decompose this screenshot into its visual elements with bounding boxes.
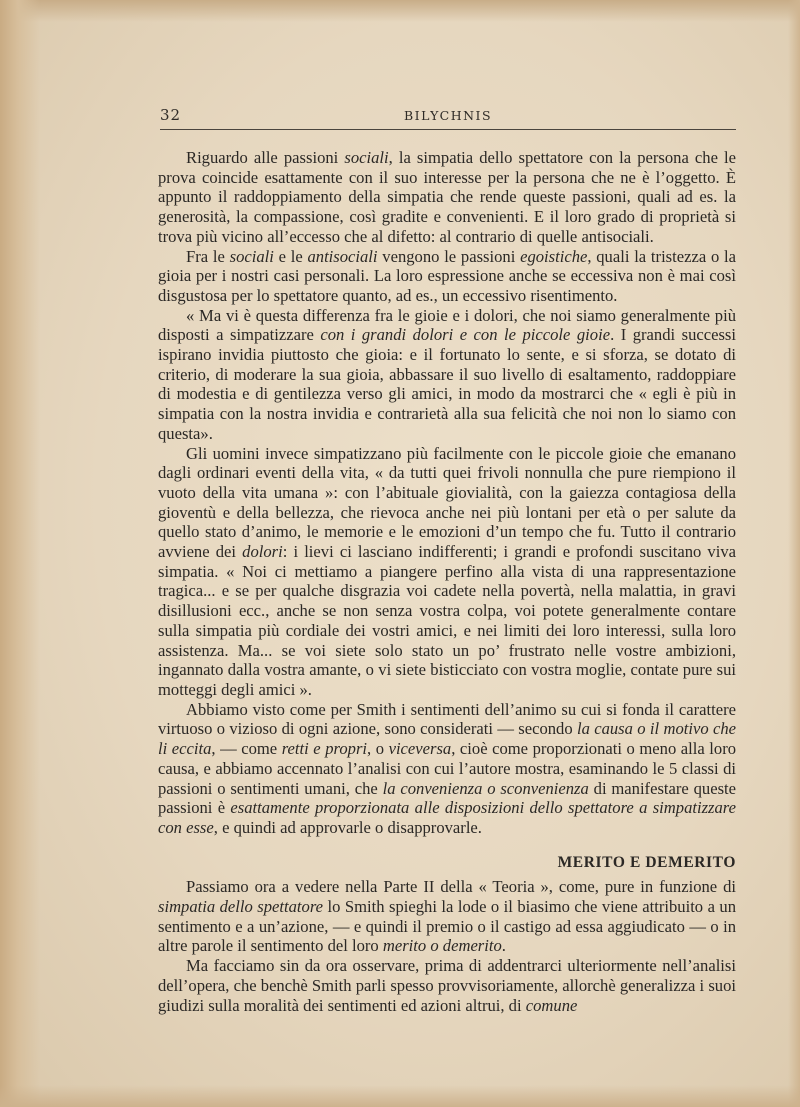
text-run: Gli uomini invece simpatizzano più facilmente con le piccole gioie che emanano dagli ordinari eventi della vita, « da tutti quei frivoli nonnulla che pure riempiono il vuoto della vita umana »: con l’abituale giovialità, con la gaiezza contagiosa della gioventù e della bellezza, che rievoca anche nei più lontani per età o per salute da quello stato d’animo, le memorie e le emozioni d’un tempo che fu. Tutto il contrario avviene dei: [158, 443, 736, 562]
italic-run: egoistiche: [520, 246, 588, 266]
paragraph: [158, 148, 736, 247]
text-run: Passiamo ora a vedere nella Parte II della « Teoria », come, pure in funzione di: [186, 877, 736, 897]
text-run: Riguardo alle passioni: [186, 148, 345, 167]
italic-run: viceversa: [388, 739, 452, 759]
text-run: Ma facciamo sin da ora osservare, prima di addentrarci ulteriormente nell’analisi dell’opera, che benchè Smith parli spesso provvisoriamente, allorchè generalizza i suoi giudizi sulla moralità dei sentimenti ed azioni altrui, di: [158, 956, 736, 1015]
paragraph: [158, 700, 736, 838]
text-run: e le: [273, 246, 308, 266]
text-run: di manifestare queste passioni è: [158, 778, 736, 818]
paragraph: [158, 956, 736, 1015]
paragraph: [158, 877, 736, 956]
page-edge-bottom: [0, 1085, 800, 1107]
section-heading: MERITO E DEMERITO: [557, 853, 736, 871]
text-run: , cioè come proporzionati o meno alla loro causa, e abbiamo accennato l’analisi con cui l’autore mostra, esaminando le 5 classi di passioni o sentimenti umani, che: [158, 739, 737, 798]
italic-run: antisociali: [307, 246, 378, 266]
paragraph: [158, 306, 736, 444]
italic-run: comune: [525, 995, 578, 1015]
text-run: , e quindi ad approvarle o disapprovarle.: [213, 817, 482, 837]
italic-run: merito o demerito: [382, 936, 502, 956]
text-run: vengono le passioni: [377, 246, 521, 266]
text-run: . I grandi successi ispirano invidia piuttosto che gioia: e il fortunato lo sente, e si sforza, se dotato di criterio, di moderare la sua gioia, abbassare il suo livello di esaltamento, raddoppiare di modestia e di gentilezza verso gli amici, in modo da mostrarci che « egli è più in simpatia con la nostra invidia e contrarietà alla sua felicità che noi non lo siamo con questa».: [158, 325, 736, 443]
italic-run: la convenienza o sconvenienza: [382, 778, 589, 798]
italic-run: esattamente proporzionata alle disposizioni dello spettatore a simpatizzare con esse: [158, 798, 737, 837]
running-title: BILYCHNIS: [403, 108, 493, 123]
header-rule: [160, 129, 736, 130]
page-header: [160, 106, 736, 130]
italic-run: sociali: [344, 148, 389, 167]
text-run: , quali la tristezza o la gioia per i nostri casi personali. La loro espressione anche se eccessiva non è mai così disgustosa per lo spettatore quanto, ad es., un eccessivo risentimento.: [158, 246, 736, 305]
italic-run: retti e propri: [281, 739, 368, 759]
italic-run: sociali: [229, 246, 274, 266]
text-run: , la simpatia dello spettatore con la persona che le prova coincide esattamente con il suo interesse per la persona che ne è l’oggetto. È appunto il raddoppiamento della simpatia che rende queste passioni, quali ad es. la generosità, la compassione, così gradite e convenienti. E il loro grado di proprietà si trova più vicino all’eccesso che al difetto: al contrario di quelle antisociali.: [158, 148, 737, 246]
page-number: 32: [160, 106, 182, 124]
italic-run: con i grandi dolori e con le piccole gioie: [320, 325, 611, 345]
text-run: « Ma vi è questa differenza fra le gioie e i dolori, che noi siamo generalmente più disposti a simpatizzare: [158, 305, 736, 345]
page-edge-left: [0, 0, 40, 1107]
text-run: , o: [367, 739, 389, 759]
page-edge-top: [0, 0, 800, 22]
italic-run: la causa o il motivo che li eccita: [158, 719, 736, 759]
text-run: : i lievi ci lasciano indifferenti; i grandi e profondi suscitano viva simpatia. « Noi ci mettiamo a piangere perfino alla vista di una rappresentazione tragica... e se per qualche disgrazia voi cadete nella povertà, nella malattia, in gravi disillusioni ecc., anche se non senza vostra colpa, voi potete generalmente contare sulla simpatia più cordiale dei vostri amici, e nei limiti dei loro interessi, sulla loro assistenza. Ma... se voi siete solo stato un po’ frustrato nelle vostre ambizioni, ingannato dalla vostra amante, o vi siete bisticciato con vostra moglie, contate pure sui motteggi degli amici ».: [158, 542, 736, 699]
text-run: Abbiamo visto come per Smith i sentimenti dell’animo su cui si fonda il carattere virtuoso o vizioso di ogni azione, sono considerati — secondo: [158, 699, 736, 739]
text-run: lo Smith spieghi la lode o il biasimo che viene attribuito a un sentimento e a un’azione, — e quindi il premio o il castigo ad essa aggiudicato — o in altre parole il sentimento del loro: [158, 897, 737, 956]
paragraph: [158, 444, 736, 700]
body-text: [158, 148, 736, 1015]
italic-run: simpatia dello spettatore: [158, 897, 324, 917]
paragraph: [158, 247, 736, 306]
text-run: Fra le: [186, 246, 230, 266]
text-run: , — come: [211, 739, 282, 759]
text-run: .: [501, 936, 506, 956]
italic-run: dolori: [242, 542, 283, 562]
page-edge-right: [788, 0, 800, 1107]
